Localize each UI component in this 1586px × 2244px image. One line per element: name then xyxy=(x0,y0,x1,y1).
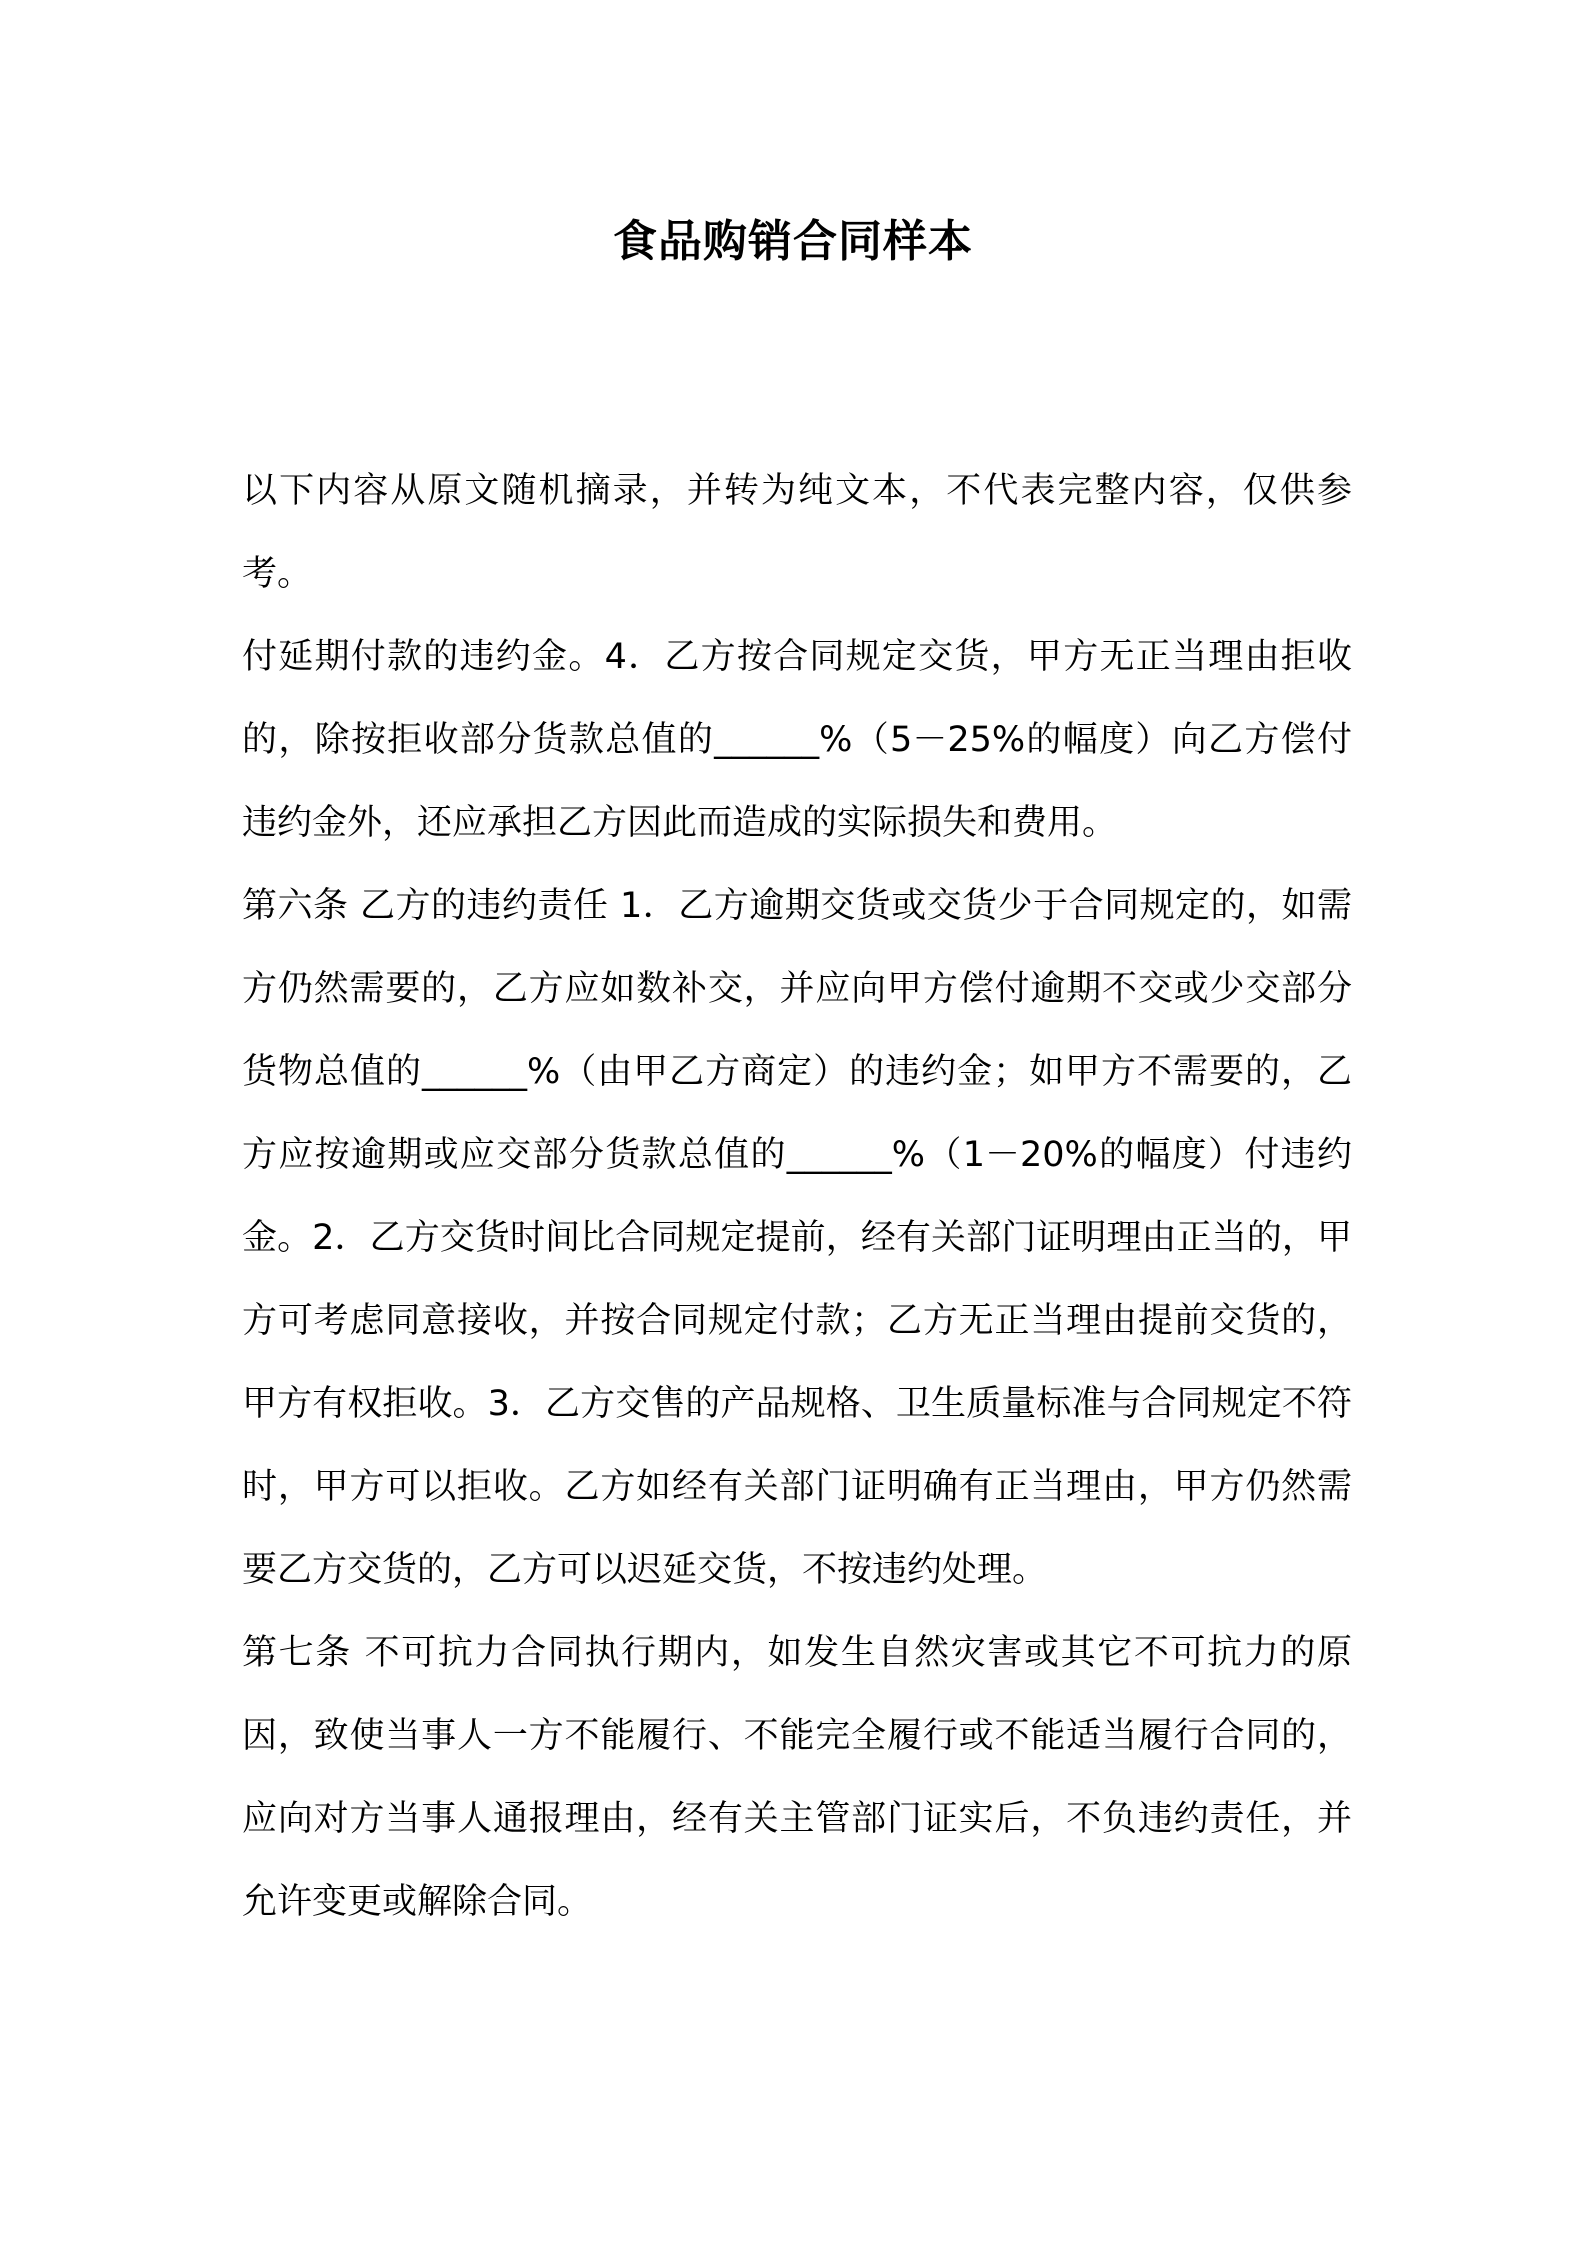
document-title: 食品购销合同样本 xyxy=(613,216,973,267)
paragraph-late-payment: 付延期付款的违约金。4．乙方按合同规定交货，甲方无正当理由拒收的，除按拒收部分货款总值的______%（5－25%的幅度）向乙方偿付违约金外，还应承担乙方因此而造成的实际损失和费用。 xyxy=(242,637,1352,843)
paragraph-article-7: 第七条 不可抗力合同执行期内，如发生自然灾害或其它不可抗力的原因，致使当事人一方不能履行、不能完全履行或不能适当履行合同的，应向对方当事人通报理由，经有关主管部门证实后，不负违约责任，并允许变更或解除合同。 xyxy=(242,1633,1352,1922)
document-body xyxy=(242,450,1352,1944)
paragraph-intro: 以下内容从原文随机摘录，并转为纯文本，不代表完整内容，仅供参考。 xyxy=(242,471,1352,594)
paragraph-article-6: 第六条 乙方的违约责任 1．乙方逾期交货或交货少于合同规定的，如需方仍然需要的，乙方应如数补交，并应向甲方偿付逾期不交或少交部分货物总值的______%（由甲乙方商定）的违约金；如甲方不需要的，乙方应按逾期或应交部分货款总值的______%（1－20%的幅度）付违约金。2．乙方交货时间比合同规定提前，经有关部门证明理由正当的，甲方可考虑同意接收，并按合同规定付款；乙方无正当理由提前交货的，甲方有权拒收。3．乙方交售的产品规格、卫生质量标准与合同规定不符时，甲方可以拒收。乙方如经有关部门证明确有正当理由，甲方仍然需要乙方交货的，乙方可以迟延交货，不按违约处理。 xyxy=(242,886,1352,1590)
